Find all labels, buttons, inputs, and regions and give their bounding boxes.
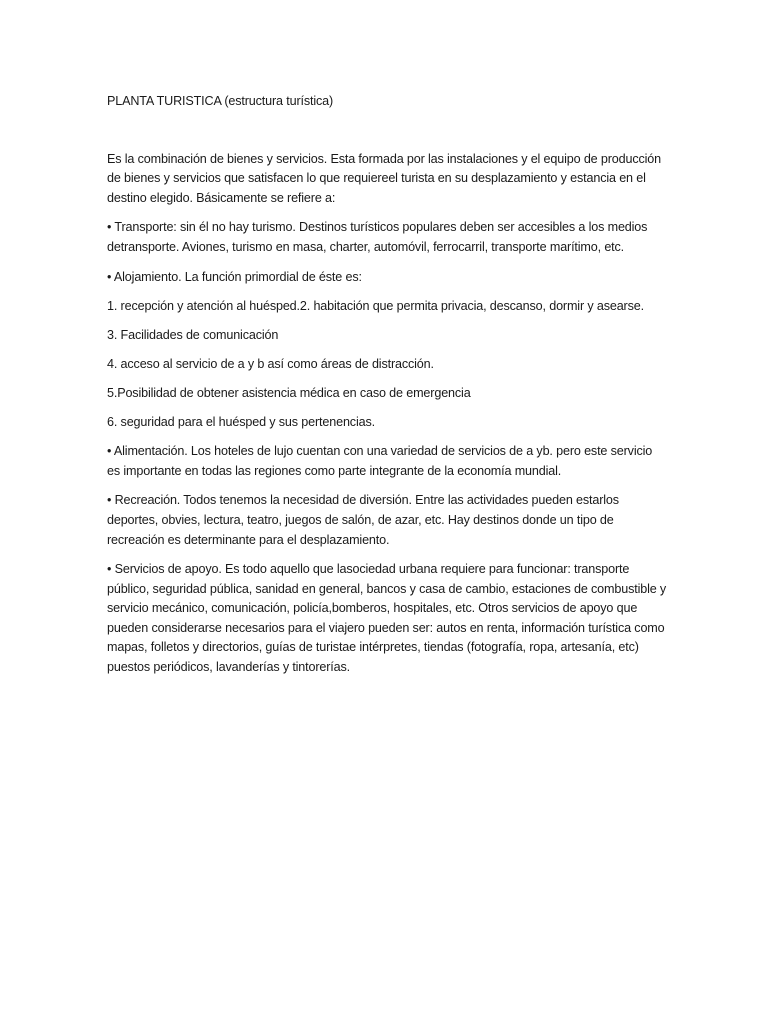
intro-paragraph: Es la combinación de bienes y servicios. Esta formada por las instalaciones y el equipo de producción de bienes y servicios que satisfacen lo que requiereel turista en su desplazamiento y estancia en el destino elegido. Básicamente se refiere a:	[107, 151, 661, 205]
transporte-paragraph: • Transporte: sin él no hay turismo. Destinos turísticos populares deben ser accesibles a los medios detransporte. Aviones, turismo en masa, charter, automóvil, ferrocarril, transporte marítimo, etc.	[107, 220, 648, 254]
document-body	[107, 92, 667, 688]
list-item-4: 4. acceso al servicio de a y b así como áreas de distracción.	[107, 356, 434, 371]
alimentacion-paragraph: • Alimentación. Los hoteles de lujo cuentan con una variedad de servicios de a yb. pero este servicio es importante en todas las regiones como parte integrante de la economía mundial.	[107, 444, 653, 478]
document-title: PLANTA TURISTICA (estructura turística)	[107, 94, 334, 108]
recreacion-paragraph: • Recreación. Todos tenemos la necesidad de diversión. Entre las actividades pueden estarlos deportes, obvies, lectura, teatro, juegos de salón, de azar, etc. Hay destinos donde un tipo de recreación es determinante para el desplazamiento.	[107, 493, 619, 547]
servicios-apoyo-paragraph: • Servicios de apoyo. Es todo aquello que lasociedad urbana requiere para funcionar: transporte público, seguridad pública, sanidad en general, bancos y casa de cambio, estaciones de combustible y servicio mecánico, comunicación, policía,bomberos, hospitales, etc. Otros servicios de apoyo que pueden considerarse necesarios para el viajero pueden ser: autos en renta, información turística como mapas, folletos y directorios, guías de turistae intérpretes, tiendas (fotografía, ropa, artesanía, etc) puestos periódicos, lavanderías y tintorerías.	[107, 562, 667, 675]
list-item-5: 5.Posibilidad de obtener asistencia médica en caso de emergencia	[107, 385, 471, 400]
list-item-6: 6. seguridad para el huésped y sus pertenencias.	[107, 415, 375, 430]
list-item-3: 3. Facilidades de comunicación	[107, 327, 279, 342]
list-item-1: 1. recepción y atención al huésped.2. habitación que permita privacia, descanso, dormir y asearse.	[107, 298, 644, 313]
alojamiento-paragraph: • Alojamiento. La función primordial de éste es:	[107, 269, 362, 284]
